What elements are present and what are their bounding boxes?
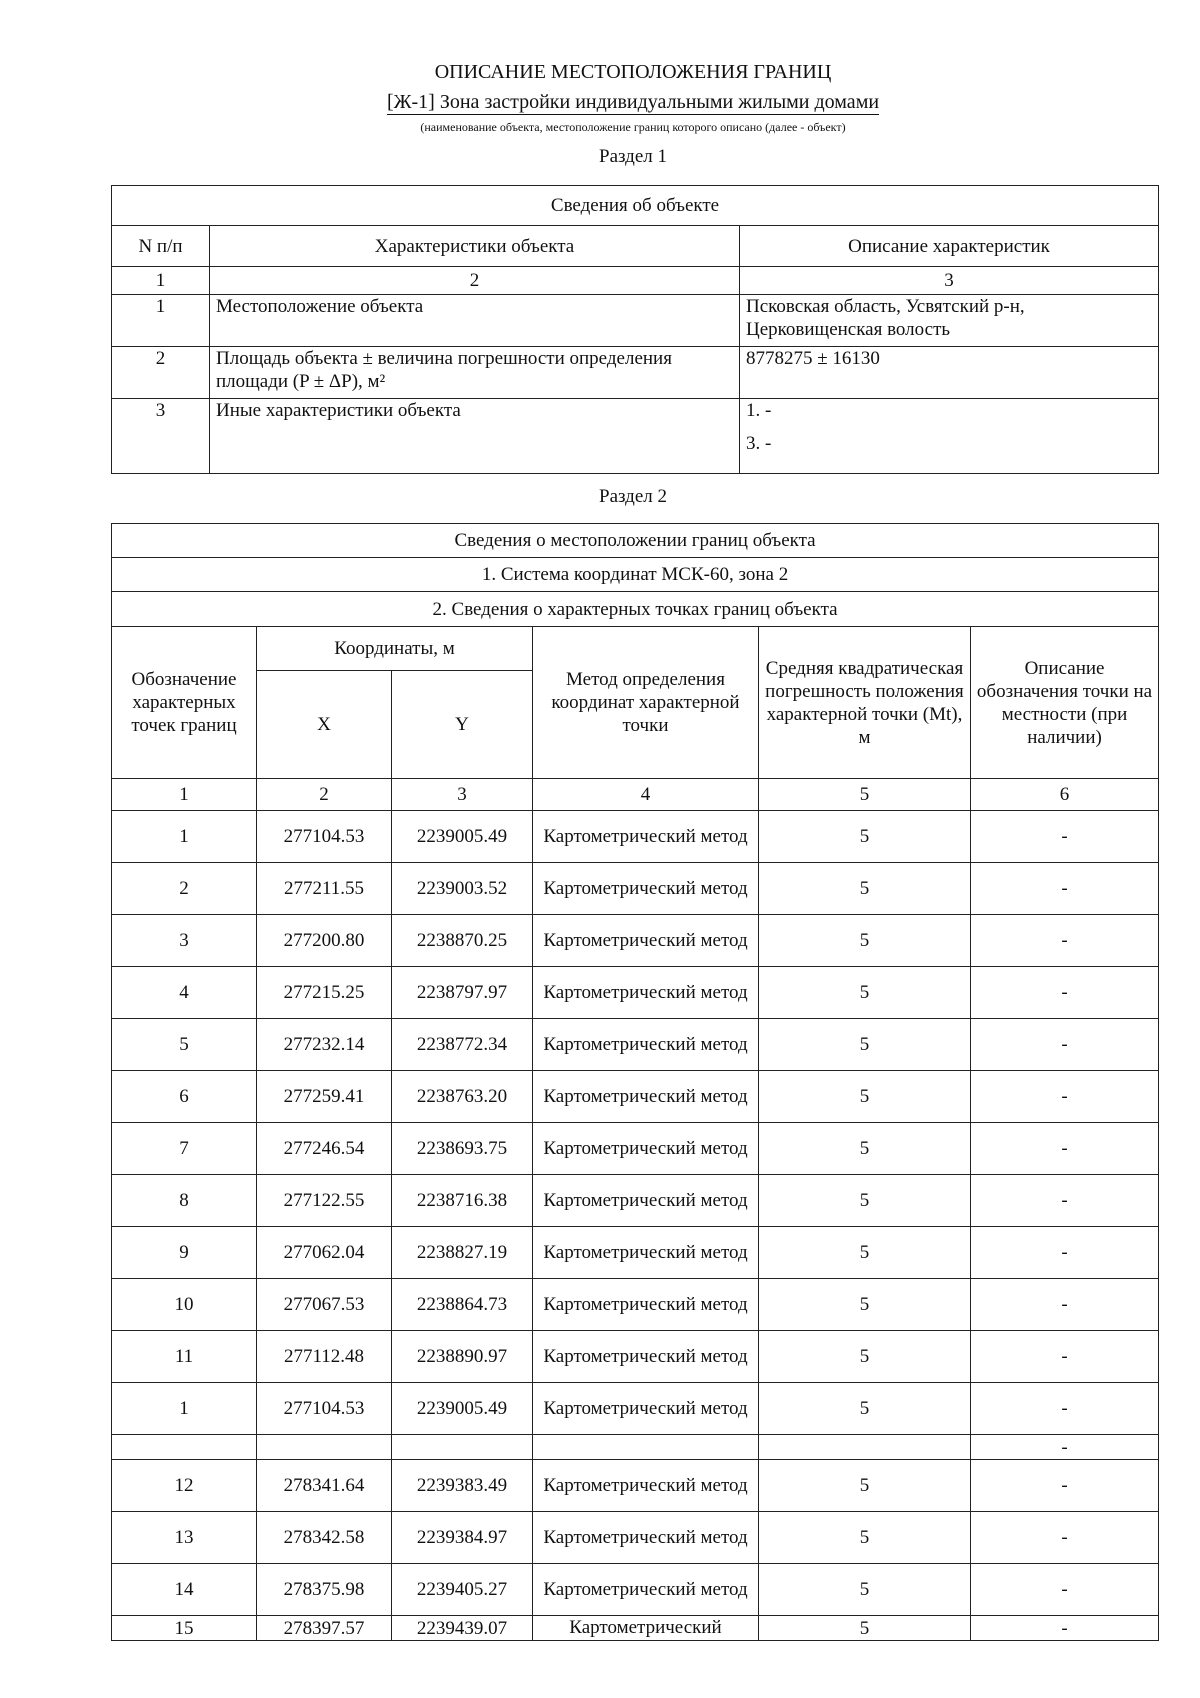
header-point-designation: Обозначение характерных точек границ [112, 627, 257, 779]
point-row [112, 863, 1159, 915]
coord-x: 278341.64 [257, 1460, 392, 1512]
point-row [112, 1616, 1159, 1641]
coord-x [257, 1435, 392, 1460]
point-row [112, 1383, 1159, 1435]
point-designation: 2 [112, 863, 257, 915]
characteristic-area: Площадь объекта ± величина погрешности определения площади (P ± ΔP), м² [210, 347, 740, 399]
method: Картометрический метод [533, 1175, 759, 1227]
method: Картометрический метод [533, 1227, 759, 1279]
object-name-caption: (наименование объекта, местоположение границ которого описано (далее - объект) [420, 120, 846, 134]
mean-error [759, 1435, 971, 1460]
point-designation: 9 [112, 1227, 257, 1279]
point-row [112, 1279, 1159, 1331]
mean-error: 5 [759, 1564, 971, 1616]
col-number-3: 3 [740, 267, 1159, 295]
method [533, 1435, 759, 1460]
coord-y: 2238870.25 [392, 915, 533, 967]
point-row [112, 967, 1159, 1019]
method: Картометрический метод [533, 1383, 759, 1435]
col-header-characteristic: Характеристики объекта [210, 226, 740, 267]
row-number: 1 [112, 295, 210, 347]
boundary-points-table [111, 523, 1159, 1641]
mean-error: 5 [759, 1460, 971, 1512]
point-description: - [971, 1019, 1159, 1071]
method: Картометрический метод [533, 811, 759, 863]
method: Картометрический метод [533, 1071, 759, 1123]
characteristic-location: Местоположение объекта [210, 295, 740, 347]
point-description: - [971, 1616, 1159, 1641]
point-designation: 8 [112, 1175, 257, 1227]
mean-error: 5 [759, 1019, 971, 1071]
info-row [112, 399, 1159, 474]
point-row [112, 1512, 1159, 1564]
coord-y: 2238716.38 [392, 1175, 533, 1227]
point-row [112, 1564, 1159, 1616]
description-other-line: 1. - [746, 400, 772, 421]
coord-x: 277246.54 [257, 1123, 392, 1175]
point-description: - [971, 915, 1159, 967]
mean-error: 5 [759, 1123, 971, 1175]
point-description: - [971, 1331, 1159, 1383]
row-number: 2 [112, 347, 210, 399]
mean-error: 5 [759, 1331, 971, 1383]
header-mean-error: Средняя квадратическая погрешность положения характерной точки (Mt), м [759, 627, 971, 779]
info-row [112, 295, 1159, 347]
point-description: - [971, 1279, 1159, 1331]
point-description: - [971, 1383, 1159, 1435]
section1-heading: Раздел 1 [599, 146, 667, 167]
point-description: - [971, 1460, 1159, 1512]
col-number-5: 5 [759, 779, 971, 811]
point-designation [112, 1435, 257, 1460]
point-row [112, 1331, 1159, 1383]
col-header-number: N п/п [112, 226, 210, 267]
mean-error: 5 [759, 863, 971, 915]
object-name-line [0, 91, 1200, 114]
characteristic-other: Иные характеристики объекта [210, 399, 740, 474]
mean-error: 5 [759, 811, 971, 863]
point-designation: 14 [112, 1564, 257, 1616]
point-description: - [971, 1123, 1159, 1175]
description-other-line: 3. - [746, 433, 772, 454]
coord-x: 277215.25 [257, 967, 392, 1019]
point-designation: 12 [112, 1460, 257, 1512]
point-description: - [971, 811, 1159, 863]
header-x: X [257, 671, 392, 779]
coord-y: 2238864.73 [392, 1279, 533, 1331]
coord-x: 277104.53 [257, 811, 392, 863]
coord-y: 2239003.52 [392, 863, 533, 915]
page-title: ОПИСАНИЕ МЕСТОПОЛОЖЕНИЯ ГРАНИЦ [434, 61, 832, 83]
coord-y: 2238797.97 [392, 967, 533, 1019]
point-description: - [971, 1512, 1159, 1564]
method: Картометрический метод [533, 1331, 759, 1383]
coord-x: 278397.57 [257, 1616, 392, 1641]
mean-error: 5 [759, 1512, 971, 1564]
object-info-table [111, 185, 1159, 474]
point-row [112, 1460, 1159, 1512]
coord-y: 2238693.75 [392, 1123, 533, 1175]
point-designation: 13 [112, 1512, 257, 1564]
object-name: [Ж-1] Зона застройки индивидуальными жилыми домами [386, 91, 880, 113]
mean-error: 5 [759, 1175, 971, 1227]
col-header-description: Описание характеристик [740, 226, 1159, 267]
col-number-6: 6 [971, 779, 1159, 811]
coord-y [392, 1435, 533, 1460]
mean-error: 5 [759, 1616, 971, 1641]
coordinate-system: 1. Система координат МСК-60, зона 2 [112, 558, 1159, 592]
row-number: 3 [112, 399, 210, 474]
point-designation: 15 [112, 1616, 257, 1641]
coord-y: 2239383.49 [392, 1460, 533, 1512]
coord-x: 277122.55 [257, 1175, 392, 1227]
coord-x: 278342.58 [257, 1512, 392, 1564]
point-row [112, 915, 1159, 967]
separator-row [112, 1435, 1159, 1460]
coord-x: 277211.55 [257, 863, 392, 915]
coord-x: 277112.48 [257, 1331, 392, 1383]
mean-error: 5 [759, 967, 971, 1019]
point-designation: 5 [112, 1019, 257, 1071]
method: Картометрический метод [533, 1512, 759, 1564]
point-designation: 7 [112, 1123, 257, 1175]
coord-x: 277062.04 [257, 1227, 392, 1279]
point-designation: 3 [112, 915, 257, 967]
point-row [112, 1227, 1159, 1279]
header-method: Метод определения координат характерной точки [533, 627, 759, 779]
coord-x: 277259.41 [257, 1071, 392, 1123]
section2-heading: Раздел 2 [599, 486, 667, 507]
points-info-title: 2. Сведения о характерных точках границ объекта [112, 592, 1159, 627]
coord-x: 278375.98 [257, 1564, 392, 1616]
point-description: - [971, 967, 1159, 1019]
location-info-title: Сведения о местоположении границ объекта [112, 524, 1159, 558]
coord-y: 2238827.19 [392, 1227, 533, 1279]
method: Картометрический [533, 1616, 759, 1641]
coord-y: 2239439.07 [392, 1616, 533, 1641]
point-description: - [971, 1435, 1159, 1460]
col-number-2: 2 [210, 267, 740, 295]
method: Картометрический метод [533, 1564, 759, 1616]
col-number-2: 2 [257, 779, 392, 811]
point-designation: 4 [112, 967, 257, 1019]
coord-x: 277232.14 [257, 1019, 392, 1071]
col-number-1: 1 [112, 267, 210, 295]
col-number-4: 4 [533, 779, 759, 811]
col-number-1: 1 [112, 779, 257, 811]
point-designation: 10 [112, 1279, 257, 1331]
point-designation: 1 [112, 811, 257, 863]
coord-x: 277200.80 [257, 915, 392, 967]
header-point-description: Описание обозначения точки на местности (при наличии) [971, 627, 1159, 779]
point-description: - [971, 863, 1159, 915]
object-info-title: Сведения об объекте [112, 186, 1159, 226]
mean-error: 5 [759, 915, 971, 967]
coord-x: 277067.53 [257, 1279, 392, 1331]
method: Картометрический метод [533, 863, 759, 915]
coord-y: 2238890.97 [392, 1331, 533, 1383]
method: Картометрический метод [533, 1019, 759, 1071]
coord-y: 2238772.34 [392, 1019, 533, 1071]
method: Картометрический метод [533, 1123, 759, 1175]
description-area: 8778275 ± 16130 [740, 347, 1159, 399]
coord-y: 2239005.49 [392, 811, 533, 863]
coord-y: 2239405.27 [392, 1564, 533, 1616]
point-row [112, 1071, 1159, 1123]
mean-error: 5 [759, 1279, 971, 1331]
point-designation: 1 [112, 1383, 257, 1435]
point-description: - [971, 1175, 1159, 1227]
method: Картометрический метод [533, 1279, 759, 1331]
description-other [740, 399, 1159, 474]
header-y: Y [392, 671, 533, 779]
mean-error: 5 [759, 1227, 971, 1279]
coord-y: 2239384.97 [392, 1512, 533, 1564]
col-number-3: 3 [392, 779, 533, 811]
coord-x: 277104.53 [257, 1383, 392, 1435]
coord-y: 2238763.20 [392, 1071, 533, 1123]
method: Картометрический метод [533, 915, 759, 967]
description-location: Псковская область, Усвятский р-н, Церковищенская волость [740, 295, 1159, 347]
point-description: - [971, 1227, 1159, 1279]
mean-error: 5 [759, 1071, 971, 1123]
mean-error: 5 [759, 1383, 971, 1435]
coord-y: 2239005.49 [392, 1383, 533, 1435]
method: Картометрический метод [533, 967, 759, 1019]
point-row [112, 1175, 1159, 1227]
point-description: - [971, 1071, 1159, 1123]
info-row [112, 347, 1159, 399]
method: Картометрический метод [533, 1460, 759, 1512]
point-designation: 6 [112, 1071, 257, 1123]
point-row [112, 1123, 1159, 1175]
header-coordinates: Координаты, м [257, 627, 533, 671]
point-row [112, 811, 1159, 863]
point-row [112, 1019, 1159, 1071]
point-designation: 11 [112, 1331, 257, 1383]
point-description: - [971, 1564, 1159, 1616]
